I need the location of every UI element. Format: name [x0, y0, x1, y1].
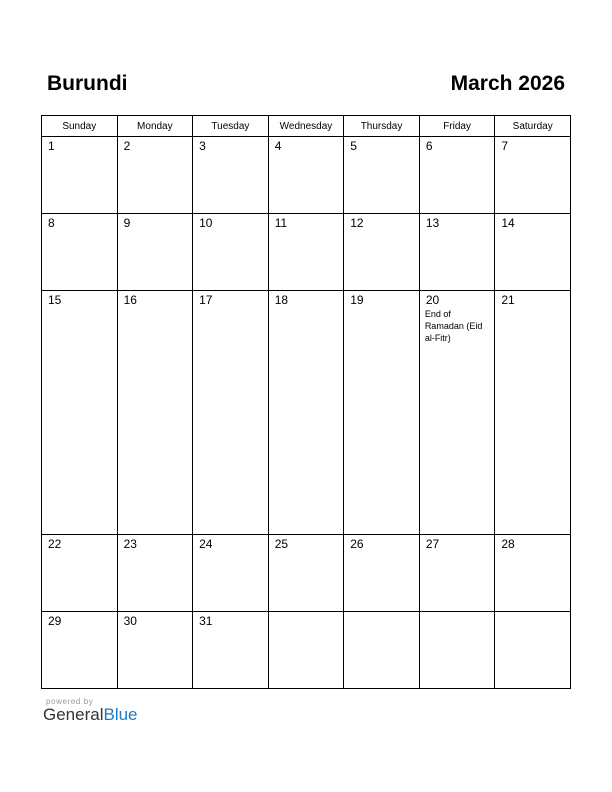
day-cell	[419, 535, 495, 612]
day-number: 20	[425, 292, 440, 307]
day-cell	[268, 290, 344, 534]
week-row	[42, 535, 571, 612]
day-number: 29	[48, 614, 62, 629]
day-cell	[344, 612, 420, 689]
day-number: 28	[501, 537, 515, 552]
day-number	[269, 612, 344, 615]
day-number: 12	[350, 215, 364, 230]
day-cell	[344, 290, 420, 534]
day-cell	[419, 290, 495, 534]
day-cell	[117, 612, 193, 689]
day-cell	[42, 535, 118, 612]
weekday-header-row	[42, 116, 571, 137]
day-number: 6	[425, 139, 433, 153]
day-cell	[419, 137, 495, 214]
day-cell	[344, 535, 420, 612]
day-cell	[419, 213, 495, 290]
day-number: 4	[274, 139, 282, 153]
day-cell	[42, 612, 118, 689]
logo-general-text: General	[43, 705, 104, 724]
day-number: 22	[48, 537, 62, 552]
day-number: 21	[501, 292, 515, 307]
day-cell	[268, 213, 344, 290]
calendar-grid	[41, 115, 571, 689]
day-number	[495, 612, 570, 615]
day-number	[344, 612, 419, 615]
day-cell	[495, 213, 571, 290]
day-number: 30	[123, 614, 137, 629]
day-number: 17	[199, 292, 213, 307]
week-row	[42, 137, 571, 214]
country-title: Burundi	[47, 72, 128, 95]
day-cell	[193, 137, 269, 214]
day-cell	[117, 137, 193, 214]
day-cell	[42, 290, 118, 534]
day-cell	[42, 213, 118, 290]
day-cell	[117, 535, 193, 612]
day-cell	[495, 535, 571, 612]
day-number: 15	[48, 292, 62, 307]
weekday-monday: Monday	[117, 116, 193, 137]
day-number: 31	[199, 614, 213, 629]
day-number: 23	[123, 537, 137, 552]
day-cell	[42, 137, 118, 214]
day-cell	[495, 290, 571, 534]
day-cell	[495, 612, 571, 689]
day-cell	[268, 137, 344, 214]
day-number: 26	[350, 537, 364, 552]
day-number: 3	[199, 139, 206, 153]
weekday-saturday: Saturday	[495, 116, 571, 137]
generalblue-logo[interactable]	[43, 705, 138, 725]
day-number: 11	[274, 215, 288, 230]
month-title: March 2026	[450, 72, 565, 95]
weekday-tuesday: Tuesday	[193, 116, 269, 137]
day-number: 5	[350, 139, 357, 153]
day-number: 9	[123, 215, 131, 230]
day-cell	[193, 612, 269, 689]
logo-blue-text: Blue	[103, 705, 138, 724]
day-cell	[193, 535, 269, 612]
day-cell	[268, 612, 344, 689]
holiday-label: End of Ramadan (Eid al-Fitr)	[424, 308, 483, 343]
day-cell	[344, 213, 420, 290]
day-cell	[419, 612, 495, 689]
day-number: 2	[123, 139, 131, 153]
day-cell	[495, 137, 571, 214]
day-number: 1	[48, 139, 55, 153]
week-row	[42, 612, 571, 689]
day-number	[420, 612, 495, 615]
day-cell	[117, 213, 193, 290]
week-row	[42, 213, 571, 290]
weekday-wednesday: Wednesday	[268, 116, 344, 137]
day-number: 16	[123, 292, 137, 307]
day-cell	[268, 535, 344, 612]
weekday-thursday: Thursday	[344, 116, 420, 137]
day-number: 19	[350, 292, 364, 307]
day-cell	[193, 290, 269, 534]
footer-branding	[43, 697, 138, 725]
day-number: 27	[425, 537, 440, 552]
day-number: 24	[199, 537, 213, 552]
weekday-sunday: Sunday	[42, 116, 118, 137]
weekday-friday: Friday	[419, 116, 495, 137]
day-number: 25	[274, 537, 289, 552]
day-number: 7	[501, 139, 509, 153]
day-number: 14	[501, 215, 515, 230]
day-number: 8	[48, 215, 55, 230]
day-cell	[193, 213, 269, 290]
day-number: 13	[425, 215, 440, 230]
day-number: 10	[199, 215, 213, 230]
day-cell	[117, 290, 193, 534]
day-number: 18	[274, 292, 289, 307]
week-row	[42, 290, 571, 534]
powered-by-text: powered by	[46, 697, 94, 706]
day-cell	[344, 137, 420, 214]
